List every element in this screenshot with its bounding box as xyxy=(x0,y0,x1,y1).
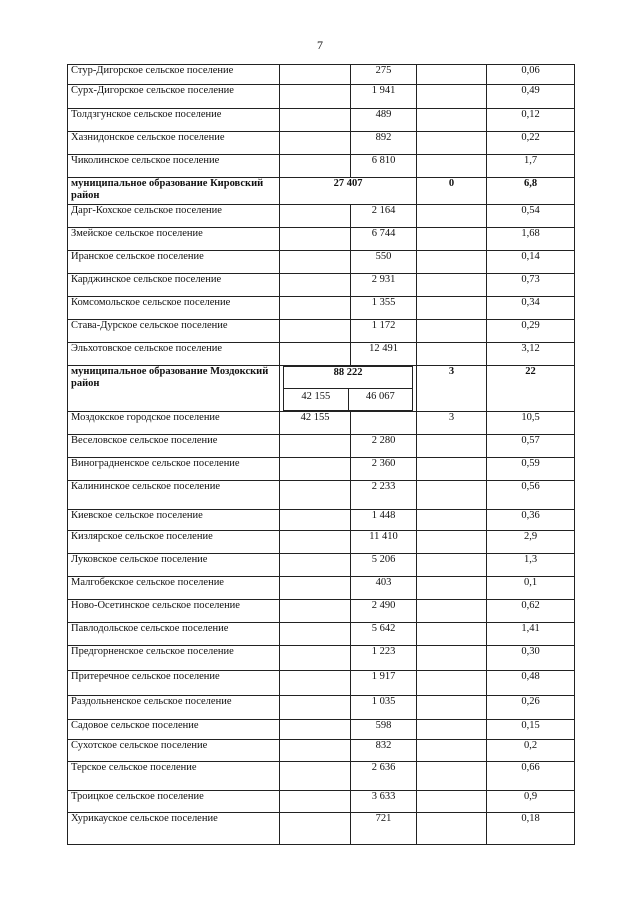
cell-col2 xyxy=(280,343,351,366)
cell-col2 xyxy=(280,435,351,458)
cell-col2 xyxy=(280,813,351,845)
district-row xyxy=(68,366,575,412)
page-number: 7 xyxy=(317,38,323,52)
cell-col2 xyxy=(280,320,351,343)
cell-col4 xyxy=(417,791,487,813)
cell-col4 xyxy=(417,155,487,178)
cell-col3: 3 633 xyxy=(351,791,417,813)
cell-col5: 0,59 xyxy=(487,458,575,481)
settlement-name: Виноградненское сельское поселение xyxy=(68,458,280,481)
cell-col5: 0,48 xyxy=(487,671,575,696)
settlement-name: Сухотское сельское поселение xyxy=(68,740,280,762)
table-row xyxy=(68,646,575,671)
cell-col4 xyxy=(417,740,487,762)
cell-col4 xyxy=(417,205,487,228)
table-row xyxy=(68,297,575,320)
cell-col4 xyxy=(417,435,487,458)
cell-col3: 2 636 xyxy=(351,762,417,791)
cell-col5: 0,12 xyxy=(487,109,575,132)
table-row xyxy=(68,109,575,132)
cell-col5: 22 xyxy=(487,366,575,412)
table-row xyxy=(68,205,575,228)
cell-col4 xyxy=(417,274,487,297)
cell-col2 xyxy=(280,762,351,791)
cell-col3: 403 xyxy=(351,577,417,600)
table-row xyxy=(68,531,575,554)
settlement-name: Раздольненское сельское поселение xyxy=(68,696,280,720)
cell-col5: 0,15 xyxy=(487,720,575,740)
settlement-name: Дарг-Кохское сельское поселение xyxy=(68,205,280,228)
cell-col4 xyxy=(417,531,487,554)
table-row xyxy=(68,623,575,646)
settlement-name: Хурикауское сельское поселение xyxy=(68,813,280,845)
cell-col4 xyxy=(417,228,487,251)
cell-col2 xyxy=(280,155,351,178)
settlement-name: Става-Дурское сельское поселение xyxy=(68,320,280,343)
cell-col4 xyxy=(417,458,487,481)
cell-col2: 42 155 xyxy=(280,412,351,435)
settlement-name: Киевское сельское поселение xyxy=(68,510,280,531)
cell-col3: 2 164 xyxy=(351,205,417,228)
cell-col5: 0,62 xyxy=(487,600,575,623)
settlement-name: Предгорненское сельское поселение xyxy=(68,646,280,671)
cell-col4 xyxy=(417,343,487,366)
cell-col3: 598 xyxy=(351,720,417,740)
cell-col2 xyxy=(280,791,351,813)
cell-col5: 0,36 xyxy=(487,510,575,531)
table-row xyxy=(68,740,575,762)
cell-col3: 892 xyxy=(351,132,417,155)
table-row xyxy=(68,132,575,155)
cell-col5: 0,56 xyxy=(487,481,575,510)
cell-col5: 0,2 xyxy=(487,740,575,762)
table-row xyxy=(68,600,575,623)
district-total: 88 222 xyxy=(284,367,413,389)
cell-col4 xyxy=(417,671,487,696)
table-row xyxy=(68,155,575,178)
table-row xyxy=(68,274,575,297)
cell-col2 xyxy=(280,623,351,646)
cell-col5: 0,49 xyxy=(487,85,575,109)
cell-col3: 2 490 xyxy=(351,600,417,623)
cell-col5: 2,9 xyxy=(487,531,575,554)
cell-col4 xyxy=(417,696,487,720)
cell-col4 xyxy=(417,510,487,531)
cell-col3: 2 280 xyxy=(351,435,417,458)
cell-col2 xyxy=(280,740,351,762)
table-row xyxy=(68,554,575,577)
cell-col5: 0,22 xyxy=(487,132,575,155)
cell-col4 xyxy=(417,720,487,740)
settlement-name: Комсомольское сельское поселение xyxy=(68,297,280,320)
cell-col3: 12 491 xyxy=(351,343,417,366)
cell-col4 xyxy=(417,65,487,85)
cell-col2 xyxy=(280,85,351,109)
cell-col4 xyxy=(417,600,487,623)
cell-col2 xyxy=(280,297,351,320)
cell-col2 xyxy=(280,228,351,251)
cell-col4 xyxy=(417,813,487,845)
cell-col4: 3 xyxy=(417,366,487,412)
cell-col3: 6 810 xyxy=(351,155,417,178)
cell-col4 xyxy=(417,623,487,646)
cell-col5: 0,1 xyxy=(487,577,575,600)
settlement-name: Толдзгунское сельское поселение xyxy=(68,109,280,132)
cell-col2 xyxy=(280,65,351,85)
table-row xyxy=(68,510,575,531)
cell-col4 xyxy=(417,320,487,343)
cell-col2 xyxy=(280,600,351,623)
cell-col3: 2 233 xyxy=(351,481,417,510)
settlement-name: Троицкое сельское поселение xyxy=(68,791,280,813)
settlement-name: Павлодольское сельское поселение xyxy=(68,623,280,646)
cell-col5: 0,57 xyxy=(487,435,575,458)
cell-col5: 1,68 xyxy=(487,228,575,251)
table-row xyxy=(68,577,575,600)
population-table xyxy=(67,64,575,845)
cell-col3: 1 172 xyxy=(351,320,417,343)
cell-col3: 721 xyxy=(351,813,417,845)
cell-col5: 0,34 xyxy=(487,297,575,320)
cell-col5: 10,5 xyxy=(487,412,575,435)
cell-col4 xyxy=(417,297,487,320)
table-row xyxy=(68,762,575,791)
table-row xyxy=(68,481,575,510)
district-name: муниципальное образование Моздокский район xyxy=(68,366,280,412)
settlement-name: Малгобекское сельское поселение xyxy=(68,577,280,600)
cell-col4 xyxy=(417,85,487,109)
cell-col4 xyxy=(417,554,487,577)
district-name: муниципальное образование Кировский район xyxy=(68,178,280,205)
cell-col2 xyxy=(280,109,351,132)
cell-col5: 1,3 xyxy=(487,554,575,577)
cell-col3: 6 744 xyxy=(351,228,417,251)
table-row xyxy=(68,412,575,435)
cell-col2 xyxy=(280,554,351,577)
table-row xyxy=(68,435,575,458)
table-row xyxy=(68,671,575,696)
table-row xyxy=(68,251,575,274)
cell-col4 xyxy=(417,762,487,791)
cell-col2 xyxy=(280,577,351,600)
cell-col4 xyxy=(417,109,487,132)
cell-col3: 11 410 xyxy=(351,531,417,554)
cell-col5: 6,8 xyxy=(487,178,575,205)
cell-col2 xyxy=(280,646,351,671)
cell-col4: 3 xyxy=(417,412,487,435)
district-subtotal-col2: 42 155 xyxy=(284,389,349,411)
cell-col5: 0,26 xyxy=(487,696,575,720)
table-row xyxy=(68,65,575,85)
cell-col3: 1 448 xyxy=(351,510,417,531)
settlement-name: Луковское сельское поселение xyxy=(68,554,280,577)
cell-col3: 1 355 xyxy=(351,297,417,320)
cell-col3: 1 917 xyxy=(351,671,417,696)
cell-col2 xyxy=(280,251,351,274)
cell-col5: 1,41 xyxy=(487,623,575,646)
cell-col3: 1 035 xyxy=(351,696,417,720)
cell-col2 xyxy=(280,531,351,554)
table-row xyxy=(68,85,575,109)
cell-col5: 0,66 xyxy=(487,762,575,791)
cell-col3: 275 xyxy=(351,65,417,85)
cell-col5: 0,54 xyxy=(487,205,575,228)
cell-col4 xyxy=(417,251,487,274)
settlement-name: Стур-Дигорское сельское поселение xyxy=(68,65,280,85)
cell-col2 xyxy=(280,510,351,531)
table-row xyxy=(68,343,575,366)
cell-col5: 0,06 xyxy=(487,65,575,85)
settlement-name: Хазнидонское сельское поселение xyxy=(68,132,280,155)
table-row xyxy=(68,696,575,720)
cell-col3 xyxy=(351,412,417,435)
cell-col2 xyxy=(280,481,351,510)
district-total-split xyxy=(280,366,417,412)
table-row xyxy=(68,458,575,481)
cell-col3: 832 xyxy=(351,740,417,762)
cell-col3: 5 642 xyxy=(351,623,417,646)
cell-col5: 0,29 xyxy=(487,320,575,343)
cell-col5: 0,73 xyxy=(487,274,575,297)
settlement-name: Притеречное сельское поселение xyxy=(68,671,280,696)
cell-col3: 1 941 xyxy=(351,85,417,109)
cell-col2 xyxy=(280,671,351,696)
cell-col4 xyxy=(417,132,487,155)
settlement-name: Садовое сельское поселение xyxy=(68,720,280,740)
settlement-name: Эльхотовское сельское поселение xyxy=(68,343,280,366)
settlement-name: Терское сельское поселение xyxy=(68,762,280,791)
settlement-name: Иранское сельское поселение xyxy=(68,251,280,274)
cell-col2 xyxy=(280,720,351,740)
cell-col2 xyxy=(280,274,351,297)
cell-col5: 0,30 xyxy=(487,646,575,671)
table-row xyxy=(68,720,575,740)
district-subtotal-col3: 46 067 xyxy=(348,389,413,411)
settlement-name: Кизлярское сельское поселение xyxy=(68,531,280,554)
cell-col4 xyxy=(417,646,487,671)
cell-col3: 1 223 xyxy=(351,646,417,671)
cell-col2 xyxy=(280,458,351,481)
cell-col4: 0 xyxy=(417,178,487,205)
cell-col2 xyxy=(280,205,351,228)
cell-col3: 2 360 xyxy=(351,458,417,481)
settlement-name: Веселовское сельское поселение xyxy=(68,435,280,458)
table-row xyxy=(68,320,575,343)
settlement-name: Калининское сельское поселение xyxy=(68,481,280,510)
table-row xyxy=(68,813,575,845)
settlement-name: Ново-Осетинское сельское поселение xyxy=(68,600,280,623)
settlement-name: Моздокское городское поселение xyxy=(68,412,280,435)
settlement-name: Сурх-Дигорское сельское поселение xyxy=(68,85,280,109)
table-row xyxy=(68,791,575,813)
settlement-name: Чиколинское сельское поселение xyxy=(68,155,280,178)
cell-col5: 1,7 xyxy=(487,155,575,178)
cell-col4 xyxy=(417,577,487,600)
cell-col3: 489 xyxy=(351,109,417,132)
settlement-name: Карджинское сельское поселение xyxy=(68,274,280,297)
cell-col5: 0,9 xyxy=(487,791,575,813)
settlement-name: Змейское сельское поселение xyxy=(68,228,280,251)
table-row xyxy=(68,228,575,251)
cell-col2 xyxy=(280,696,351,720)
cell-col4 xyxy=(417,481,487,510)
district-total: 27 407 xyxy=(280,178,417,205)
cell-col5: 0,18 xyxy=(487,813,575,845)
cell-col5: 0,14 xyxy=(487,251,575,274)
cell-col3: 550 xyxy=(351,251,417,274)
cell-col2 xyxy=(280,132,351,155)
cell-col3: 2 931 xyxy=(351,274,417,297)
cell-col3: 5 206 xyxy=(351,554,417,577)
cell-col5: 3,12 xyxy=(487,343,575,366)
district-row xyxy=(68,178,575,205)
